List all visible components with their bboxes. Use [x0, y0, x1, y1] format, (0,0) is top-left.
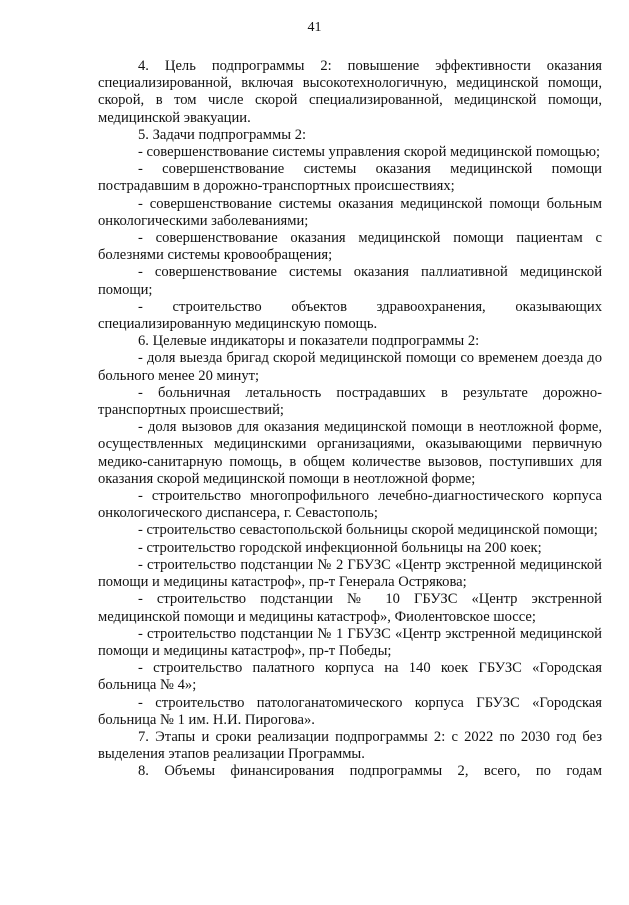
- paragraph: - совершенствование системы оказания медицинской помощи пострадавшим в дорожно-транспортных происшествиях;: [98, 161, 602, 195]
- paragraph: - больничная летальность пострадавших в результате дорожно-транспортных происшествий;: [98, 384, 602, 419]
- paragraph: 7. Этапы и сроки реализации подпрограммы 2: с 2022 по 2030 год без выделения этапов реализации Программы.: [98, 728, 602, 763]
- paragraph: - совершенствование системы оказания медицинской помощи больным онкологическими заболеваниями;: [98, 195, 602, 229]
- paragraph: - строительство городской инфекционной больницы на 200 коек;: [138, 539, 542, 556]
- paragraph: - строительство палатного корпуса на 140 коек ГБУЗС «Городская больница № 4»;: [98, 660, 602, 694]
- paragraph: - строительство подстанции № 2 ГБУЗС «Центр экстренной медицинской помощи и медицины катастроф», пр-т Генерала Острякова;: [98, 556, 602, 591]
- paragraph: - строительство подстанции № 1 ГБУЗС «Центр экстренной медицинской помощи и медицины катастроф», пр-т Победы;: [98, 625, 602, 659]
- paragraph: 6. Целевые индикаторы и показатели подпрограммы 2:: [138, 333, 480, 350]
- paragraph: 4. Цель подпрограммы 2: повышение эффективности оказания специализированной, включая высокотехнологичную, медицинской помощи, скорой, в том числе скорой специализированной, медицинской помощи, медицинской эвакуации.: [98, 58, 602, 126]
- paragraph: - строительство севастопольской больницы скорой медицинской помощи;: [138, 522, 598, 539]
- document-body: [98, 58, 602, 781]
- page-number: 41: [307, 20, 322, 35]
- paragraph: - строительство подстанции № 10 ГБУЗС «Центр экстренной медицинской помощи и медицины катастроф», Фиолентовское шоссе;: [98, 591, 602, 625]
- paragraph: - строительство объектов здравоохранения, оказывающих специализированную медицинскую помощь.: [98, 298, 602, 333]
- paragraph: - строительство многопрофильного лечебно-диагностического корпуса онкологического диспансера, г. Севастополь;: [98, 488, 602, 522]
- paragraph: 8. Объемы финансирования подпрограммы 2, всего, по годам: [138, 763, 602, 780]
- paragraph: - доля вызовов для оказания медицинской помощи в неотложной форме, осуществленных медицинскими организациями, оказывающими первичную медико-санитарную помощь, в общем количестве вызовов, поступивших для оказания скорой медицинской помощи в неотложной форме;: [98, 419, 602, 487]
- paragraph: - совершенствование оказания медицинской помощи пациентам с болезнями системы кровообращения;: [98, 230, 602, 264]
- paragraph: - доля выезда бригад скорой медицинской помощи со временем доезда до больного менее 20 минут;: [98, 350, 602, 384]
- paragraph: 5. Задачи подпрограммы 2:: [138, 126, 307, 143]
- paragraph: - совершенствование системы оказания паллиативной медицинской помощи;: [98, 264, 602, 298]
- paragraph: - совершенствование системы управления скорой медицинской помощью;: [138, 144, 601, 161]
- paragraph: - строительство патологанатомического корпуса ГБУЗС «Городская больница № 1 им. Н.И. Пирогова».: [98, 694, 602, 728]
